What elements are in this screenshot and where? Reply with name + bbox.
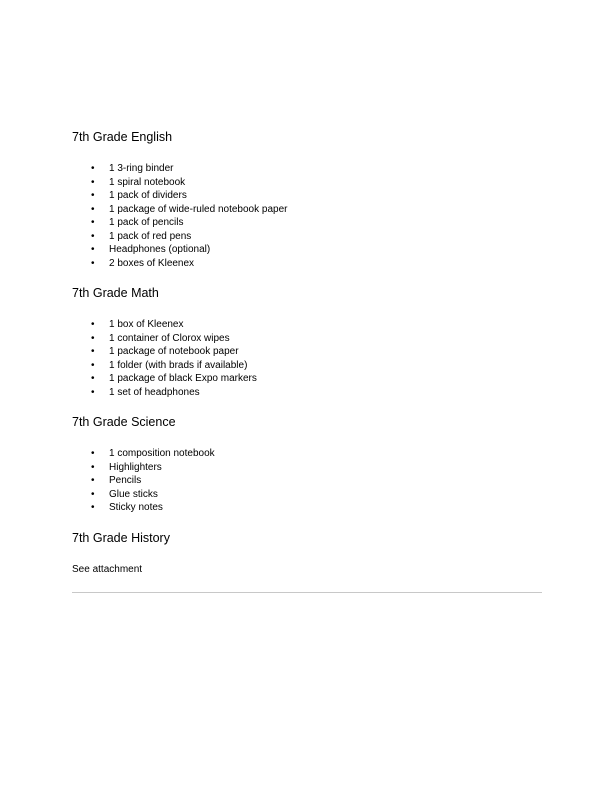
history-note: See attachment bbox=[72, 563, 143, 575]
list-item: • 1 pack of dividers bbox=[109, 189, 542, 203]
supply-list bbox=[72, 162, 542, 270]
list-item: • Sticky notes bbox=[109, 501, 542, 515]
supply-list bbox=[72, 447, 542, 515]
section-heading: 7th Grade Math bbox=[72, 286, 159, 300]
section-heading: 7th Grade History bbox=[72, 530, 170, 545]
list-item: • 1 package of notebook paper bbox=[109, 345, 542, 359]
list-item: • 1 package of wide-ruled notebook paper bbox=[109, 203, 542, 217]
list-item: • 1 pack of pencils bbox=[109, 216, 542, 230]
list-item: • Headphones (optional) bbox=[109, 243, 542, 257]
section-heading: 7th Grade Science bbox=[72, 415, 176, 429]
section-heading: 7th Grade English bbox=[72, 130, 173, 144]
horizontal-rule bbox=[72, 592, 542, 593]
supply-list bbox=[72, 318, 542, 399]
section-history bbox=[72, 529, 542, 576]
list-item: • 1 set of headphones bbox=[109, 386, 542, 400]
list-item: • 1 container of Clorox wipes bbox=[109, 332, 542, 346]
list-item: • Glue sticks bbox=[109, 488, 542, 502]
section-math bbox=[72, 284, 542, 399]
list-item: • 1 spiral notebook bbox=[109, 176, 542, 190]
document-page bbox=[72, 128, 542, 576]
list-item: • 1 package of black Expo markers bbox=[109, 372, 542, 386]
list-item: • 1 composition notebook bbox=[109, 447, 542, 461]
list-item: • 1 pack of red pens bbox=[109, 230, 542, 244]
section-science bbox=[72, 413, 542, 515]
list-item: • Highlighters bbox=[109, 461, 542, 475]
list-item: • 1 box of Kleenex bbox=[109, 318, 542, 332]
list-item: • Pencils bbox=[109, 474, 542, 488]
list-item: • 1 3-ring binder bbox=[109, 162, 542, 176]
list-item: • 2 boxes of Kleenex bbox=[109, 257, 542, 271]
section-english bbox=[72, 128, 542, 270]
list-item: • 1 folder (with brads if available) bbox=[109, 359, 542, 373]
